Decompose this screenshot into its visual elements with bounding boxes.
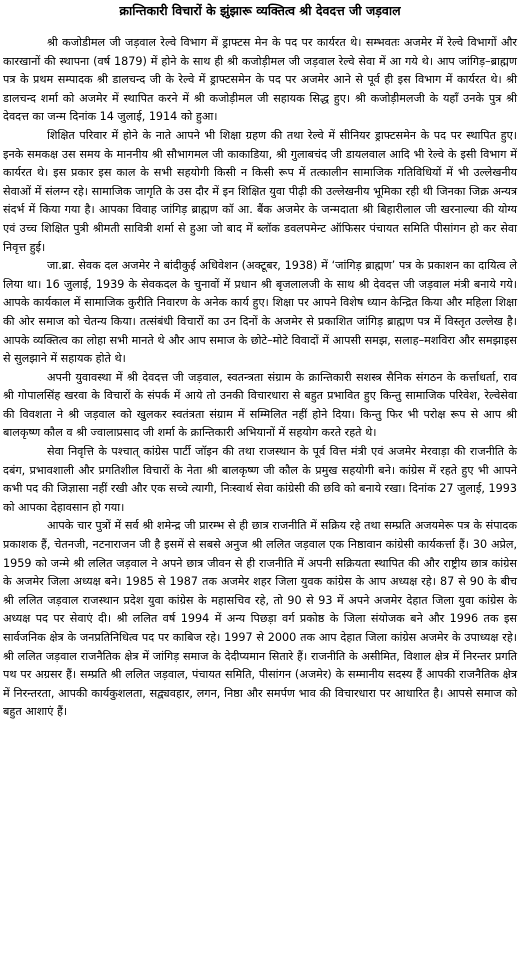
- paragraph: अपनी युवावस्था में श्री देवदत्त जी जड़वाल, स्वतन्त्रता संग्राम के क्रान्तिकारी सशस्त्र सैनिक संगठन के कर्त्ताधर्ता, राव श्री गोपालसिंह खरवा के विचारों के संपर्क में आये तो उनकी विचारधारा से बहुत प्रभावित हुए किन्तु सामाजिक परिवेश, रेल्वेसेवा की विवशता ने श्री जड़वाल को खुलकर स्वतंत्रता संग्राम में सम्मिलित नहीं होने दिया। किन्तु फिर भी परोक्ष रूप से आप श्री बालकृष्ण कौल व श्री ज्वालाप्रसाद जी शर्मा के क्रान्तिकारी अभियानों में सहयोग करते रहते थे।: [3, 370, 517, 440]
- paragraph: श्री कजोडीमल जी जड़वाल रेल्वे विभाग में ड्राफ्टस मेन के पद पर कार्यरत थे। सम्भवतः अजमेर में रेल्वे विभागों और कारखानों की स्थापना (वर्ष 1879) में होने के साथ ही श्री कजोड़ीमल जी जड़वाल रेल्वे सेवा में आ गये थे। आप जांगिड़–ब्राह्मण पत्र के प्रथम सम्पादक श्री डालचन्द जी के रेल्वे में ड्राफ्टसमेन के पद पर अजमेर आने से पूर्व ही इस विभाग में कार्यरत थे। श्री डालचन्द शर्मा को अजमेर में स्थापित करने में श्री कजोड़ीमल जी सहायक सिद्ध हुए। श्री कजोड़ीमलजी के यहाँ उनके पुत्र श्री देवदत्त का जन्म दिनांक 14 जुलाई, 1914 को हुआ।: [3, 36, 517, 124]
- paragraph: शिक्षित परिवार में होने के नाते आपने भी शिक्षा ग्रहण की तथा रेल्वे में सीनियर ड्राफ्टसमेन के पद पर स्थापित हुए। इनके समकक्ष उस समय के माननीय श्री सौभागमल जी काकाडिया, श्री गुलाबचंद जी डायलवाल आदि भी रेल्वे के इसी विभाग में कार्यरत थे। इस प्रकार इस काल के सभी सहयोगी किसी न किसी रूप में तत्कालीन सामाजिक गतिविधियों में भी उल्लेखनीय सेवाओं में संलग्न रहे। सामाजिक जागृति के उस दौर में इन शिक्षित युवा पीढ़ी की उल्लेखनीय भूमिका रही थी जिनका जिक्र अन्यत्र संदर्भ में किया गया है। आपका विवाह जांगिड़ ब्राह्मण कॉ आ. बैंक अजमेर के जन्मदाता श्री बिहारीलाल जी खरनाल्या की योग्य एवं उच्च शिक्षित पुत्री श्रीमती सावित्री शर्मा से हुआ जो बाद में ब्लॉक डवलपमेन्ट ऑफिसर पंचायत समिति पीसांगन हो कर सेवा निवृत्त हुई।: [3, 128, 517, 254]
- article-body: [3, 34, 517, 722]
- paragraph: जा.ब्रा. सेवक दल अजमेर ने बांदीकुई अधिवेशन (अक्टूबर, 1938) में ‘जांगिड़ ब्राह्मण’ पत्र के प्रकाशन का दायित्व ले लिया था। 16 जुलाई, 1939 के सेवकदल के चुनावों में प्रधान श्री बृजलालजी के साथ श्री देवदत्त जी जड़वाल मंत्री बनाये गये। आपके कार्यकाल में सामाजिक कुरीति निवारण के अनेक कार्य हुए। शिक्षा पर आपने विशेष ध्यान केन्द्रित किया और महिला शिक्षा की ओर समाज को चेतन्य किया। तत्संबंधी विचारों का उन दिनों के अजमेर से प्रकाशित जांगिड़ ब्राह्मण पत्र में विस्तृत उल्लेख है। आपके व्यक्तित्व का लोहा सभी मानते थे और आप समाज के छोटे–मोटे विवादों में आपसी समझ, सलाह–मशविरा और समझाइस से सुलझाने में सहायक होते थे।: [3, 259, 517, 366]
- paragraph: आपके चार पुत्रों में सर्व श्री शमेन्द्र जी प्रारम्भ से ही छात्र राजनीति में सक्रिय रहे तथा सम्प्रति अजयमेरू पत्र के संपादक प्रकाशक हैं, चेतनजी, नटनाराजन जी है इसमें से सबसे अनुज श्री ललित जड़वाल एक निष्ठावान कांग्रेसी कार्यकर्त्ता हैं। 30 अप्रेल, 1959 को जन्मे श्री ललित जड़वाल ने अपने छात्र जीवन से ही राजनीति में अपनी सक्रियता स्थापित की और राष्ट्रीय छात्र कांग्रेस के अजमेर जिला अध्यक्ष बने। 1985 से 1987 तक अजमेर शहर जिला युवक कांग्रेस के आप अध्यक्ष रहे। 87 से 90 के बीच श्री ललित जड़वाल राजस्थान प्रदेश युवा कांग्रेस के महासचिव रहे, तो 90 से 93 में अपने अजमेर देहात जिला युवा कांग्रेस के अध्यक्ष पद पर सेवाएं दी। श्री ललित वर्ष 1994 में अन्य पिछड़ा वर्ग प्रकोष्ठ के जिला संयोजक बने और 1996 तक इस सार्वजनिक क्षेत्र के जनप्रतिनिधित्व पद पर काबिज रहे। 1997 से 2000 तक आप देहात जिला कांग्रेस अजमेर के उपाध्यक्ष रहे। श्री ललित जड़वाल राजनैतिक क्षेत्र में जांगिड़ समाज के देदीप्यमान सितारे हैं। राजनीति के असीमित, विशाल क्षेत्र में निरन्तर प्रगति पथ पर अग्रसर हैं। सम्प्रति श्री ललित जड़वाल, पंचायत समिति, पीसांगन (अजमेर) के सम्मानीय सदस्य हैं आपकी राजनैतिक क्षेत्र में निरन्तरता, आपकी कार्यकुशलता, सद्व्यवहार, लगन, निष्ठा और समर्पण भाव की विचारधारा पर आधारित है। आपसे समाज को बहुत आशाएं हैं।: [3, 519, 517, 719]
- paragraph: सेवा निवृत्ति के पश्चात् कांग्रेस पार्टी जॉइन की तथा राजस्थान के पूर्व वित्त मंत्री एवं अजमेर मेरवाड़ा की राजनीति के दबंग, प्रभावशाली और प्रगतिशील विचारों के नेता श्री बालकृष्ण जी कौल के प्रमुख सहयोगी बने। कांग्रेस में रहते हुए भी आपने कभी पद की जिज्ञासा नहीं रखी और एक सच्चे त्यागी, निःस्वार्थ सेवा कांग्रेसी की छवि को बनाये रखा। दिनांक 27 जुलाई, 1993 को आपका देहावसान हो गया।: [3, 445, 517, 514]
- article-title: क्रान्तिकारी विचारों के झुंझारू व्यक्तित्व श्री देवदत्त जी जड़वाल: [119, 3, 401, 18]
